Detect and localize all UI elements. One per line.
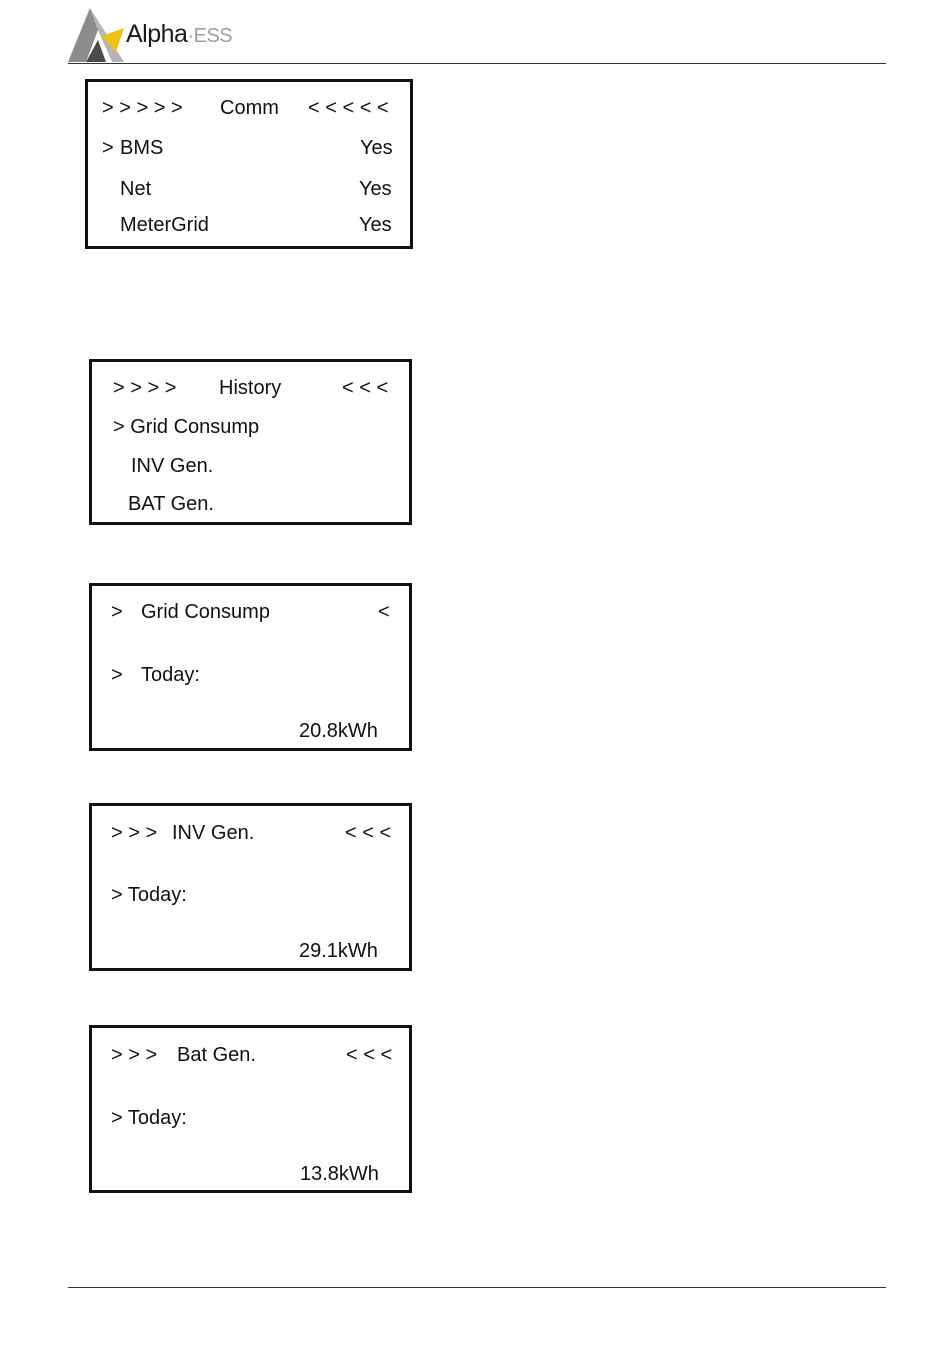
lcd-inv-gen-screen (89, 803, 412, 971)
comm-row-cursor: > (102, 137, 114, 159)
comm-row-label-net: Net (120, 178, 152, 200)
bat-today-value: 13.8kWh (300, 1163, 379, 1185)
lcd-bat-gen-screen (89, 1025, 412, 1193)
bat-title: Bat Gen. (177, 1044, 256, 1066)
alpha-ess-logo (68, 8, 268, 64)
grid-left-arrow: > (111, 601, 123, 623)
grid-today-label: Today: (141, 664, 200, 686)
history-item-grid-consump: > Grid Consump (113, 416, 260, 438)
comm-title: Comm (220, 97, 279, 119)
header-rule (68, 63, 886, 64)
inv-title: INV Gen. (172, 822, 255, 844)
logo-wordmark: Alpha·ESS (126, 20, 233, 48)
grid-title: Grid Consump (141, 601, 270, 623)
comm-row-value-metergrid: Yes (359, 214, 392, 236)
lcd-comm-screen (85, 79, 413, 249)
alpha-triangle-icon (68, 8, 128, 64)
inv-right-arrows: < < < (345, 822, 392, 844)
inv-left-arrows: > > > (111, 822, 158, 844)
footer-rule (68, 1287, 886, 1288)
comm-left-arrows: > > > > > (102, 97, 183, 119)
comm-row-value-net: Yes (359, 178, 392, 200)
history-item-inv-gen: INV Gen. (131, 455, 214, 477)
bat-left-arrows: > > > (111, 1044, 158, 1066)
comm-row-value-bms: Yes (360, 137, 393, 159)
comm-row-label-metergrid: MeterGrid (120, 214, 209, 236)
inv-today-value: 29.1kWh (299, 940, 378, 962)
comm-right-arrows: < < < < < (308, 97, 389, 119)
comm-row-label-bms: BMS (120, 137, 164, 159)
inv-today-label: > Today: (111, 884, 187, 906)
lcd-history-screen (89, 359, 412, 525)
history-item-bat-gen: BAT Gen. (128, 493, 214, 515)
grid-today-cursor: > (111, 664, 123, 686)
bat-today-label: > Today: (111, 1107, 187, 1129)
lcd-grid-consump-screen (89, 583, 412, 751)
bat-right-arrows: < < < (346, 1044, 393, 1066)
history-left-arrows: > > > > (113, 377, 177, 399)
history-title: History (219, 377, 282, 399)
grid-right-arrow: < (378, 601, 390, 623)
history-right-arrows: < < < (342, 377, 389, 399)
grid-today-value: 20.8kWh (299, 720, 378, 742)
